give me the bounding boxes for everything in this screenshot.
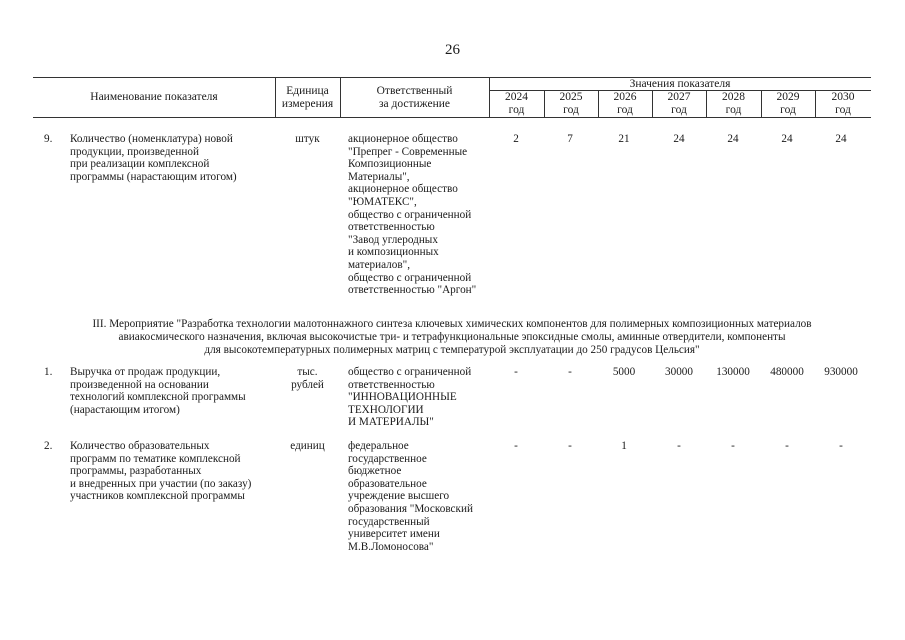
header-year-label: год	[563, 104, 579, 116]
row-unit: единиц	[290, 440, 325, 452]
row-unit: штук	[295, 133, 320, 145]
table-row	[33, 366, 871, 432]
row-responsible: федеральное государственное бюджетное образовательное учреждение высшего образования "Московский государственный университет имени М.В.Ломоносова"	[348, 440, 473, 553]
row-responsible: акционерное общество "Препрег - Современные Композиционные Материалы", акционерное общество "ЮМАТЕКС", общество с ограниченной ответственностью "Завод углеродных и композиционных материалов", общество с ограниченной ответственностью "Аргон"	[348, 133, 477, 297]
table-row	[33, 440, 871, 560]
row-unit: тыс. рублей	[291, 366, 324, 391]
header-year-label: год	[835, 104, 851, 116]
row-responsible: общество с ограниченной ответственностью "ИННОВАЦИОННЫЕ ТЕХНОЛОГИИ И МАТЕРИАЛЫ"	[348, 366, 472, 429]
row-number: 9.	[44, 133, 53, 145]
header-year-label: год	[671, 104, 687, 116]
value-2030: 930000	[824, 366, 858, 378]
value-2026: 21	[618, 133, 630, 145]
value-2028: 130000	[716, 366, 750, 378]
header-year: 2024	[505, 91, 528, 103]
value-2024: 2	[513, 133, 519, 145]
page-number: 26	[445, 42, 460, 58]
row-name: Количество образовательных программ по тематике комплексной программы, разработанных и внедренных при участии (по заказу) участников комплексной программы	[70, 440, 252, 503]
header-name: Наименование показателя	[90, 91, 218, 103]
value-2027: -	[677, 440, 681, 452]
header-year: 2025	[559, 91, 583, 103]
header-year: 2027	[667, 91, 691, 103]
value-2030: 24	[835, 133, 847, 145]
value-2025: -	[568, 366, 572, 378]
value-2026: 1	[621, 440, 627, 452]
value-2027: 24	[673, 133, 685, 145]
value-2027: 30000	[665, 366, 693, 378]
value-2024: -	[514, 440, 518, 452]
value-2026: 5000	[612, 366, 636, 378]
header-year: 2028	[722, 91, 745, 103]
value-2028: -	[731, 440, 735, 452]
row-number: 1.	[44, 366, 53, 378]
value-2029: 24	[781, 133, 793, 145]
header-responsible: Ответственный за достижение	[376, 85, 453, 110]
header-year: 2026	[613, 91, 637, 103]
table-header-bottom-border	[33, 117, 871, 118]
header-year-label: год	[725, 104, 742, 116]
header-values-title: Значения показателя	[629, 78, 731, 90]
header-unit: Единица измерения	[281, 85, 334, 110]
header-year-label: год	[617, 104, 633, 116]
value-2025: 7	[567, 133, 573, 145]
row-name: Выручка от продаж продукции, произведенной на основании технологий комплексной программы (нарастающим итогом)	[70, 366, 246, 416]
row-name: Количество (номенклатура) новой продукции, произведенной при реализации комплексной программы (нарастающим итогом)	[70, 133, 237, 183]
value-2029: 480000	[770, 366, 804, 378]
header-year: 2030	[831, 91, 855, 103]
header-year-label: год	[780, 104, 796, 116]
value-2025: -	[568, 440, 572, 452]
row-number: 2.	[44, 440, 53, 452]
value-2029: -	[785, 440, 789, 452]
value-2024: -	[514, 366, 518, 378]
section-title: III. Мероприятие "Разработка технологии малотоннажного синтеза ключевых химических компонентов для полимерных композиционных материалов авиакосмического назначения, включая высокочистые три- и тетрафункциональные эпоксидные смолы, аминные отвердители, компоненты для высокотемпературных полимерных матриц с температурой эксплуатации до 250 градусов Цельсия"	[92, 318, 812, 356]
header-year: 2029	[776, 91, 800, 103]
header-year-label: год	[508, 104, 525, 116]
value-2030: -	[839, 440, 843, 452]
table-row	[33, 133, 871, 313]
value-2028: 24	[727, 133, 739, 145]
